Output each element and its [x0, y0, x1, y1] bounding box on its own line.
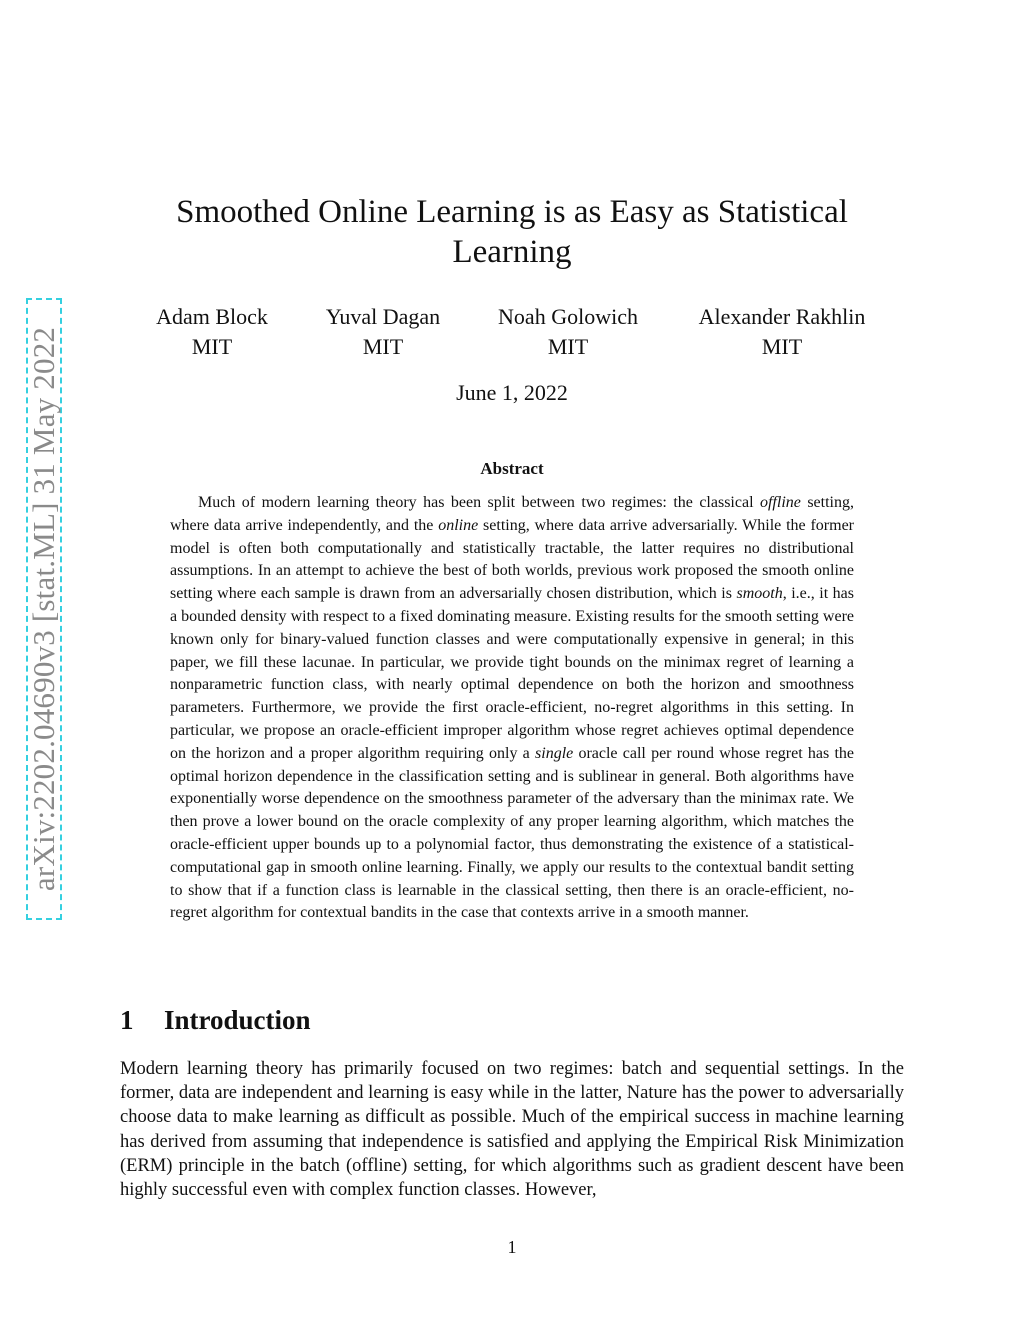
author-block-2: [326, 302, 440, 362]
abstract-emphasis: single: [535, 744, 574, 762]
author-block-1: [156, 302, 268, 362]
intro-paragraph: Modern learning theory has primarily focused on two regimes: batch and sequential settings. In the former, data are independent and learning is easy while in the latter, Nature has the power to adversarially choose data to make learning as difficult as possible. Much of the empirical success in machine learning has derived from assuming that independence is satisfied and applying the Empirical Risk Minimization (ERM) principle in the batch (offline) setting, for which algorithms such as gradient descent have been highly successful even with complex function classes. However,: [120, 1059, 904, 1201]
abstract-emphasis: smooth: [736, 585, 783, 603]
abstract-text: Much of modern learning theory has been split between two regimes: the classical: [198, 494, 760, 511]
paper-date: June 1, 2022: [456, 380, 568, 405]
author-name: Yuval Dagan: [325, 304, 441, 329]
author-affiliation: MIT: [362, 334, 404, 359]
abstract-body: [170, 492, 854, 925]
author-affiliation: MIT: [191, 334, 233, 359]
section-number: 1: [120, 1005, 134, 1035]
author-name: Alexander Rakhlin: [698, 304, 866, 329]
abstract-text: setting, where data arrive adversarially. While the former model is often both computationally and statistically tractable, the latter requires no distributional assumptions. In an attempt to achieve the best of both worlds, previous work proposed the smooth online setting where each sample is drawn from an adversarially chosen distribution, which is: [170, 516, 854, 603]
author-name: Noah Golowich: [498, 304, 638, 329]
author-block-4: [699, 302, 866, 362]
arxiv-identifier[interactable]: arXiv:2202.04690v3 [stat.ML] 31 May 2022: [26, 326, 61, 892]
author-block-3: [498, 302, 638, 362]
abstract-emphasis: online: [438, 516, 479, 534]
abstract-heading: Abstract: [480, 459, 544, 478]
author-list: [0, 302, 1024, 366]
abstract-text: setting, where data arrive independently, and the: [170, 494, 854, 534]
author-name: Adam Block: [156, 304, 268, 329]
abstract-emphasis: offline: [759, 494, 801, 511]
abstract-text: , i.e., it has a bounded density with respect to a fixed dominating measure. Existing results for the smooth setting were known only for binary-valued function classes and were computationally expensive in general; in this paper, we fill these lacunae. In particular, we provide tight bounds on the minimax regret of learning a nonparametric function class, with nearly optimal dependence on both the horizon and smoothness parameters. Furthermore, we provide the first oracle-efficient, no-regret algorithms in this setting. In particular, we propose an oracle-efficient improper algorithm whose regret achieves optimal dependence on the horizon and a proper algorithm requiring only a: [170, 585, 855, 762]
page-number: 1: [507, 1237, 517, 1257]
section-title: Introduction: [164, 1005, 311, 1035]
section-heading: [120, 1005, 311, 1036]
author-affiliation: MIT: [761, 334, 803, 359]
paper-title: Smoothed Online Learning is as Easy as Statistical Learning: [176, 194, 848, 270]
author-affiliation: MIT: [547, 334, 589, 359]
abstract-text: oracle call per round whose regret has the optimal horizon dependence in the classification setting and is sublinear in general. Both algorithms have exponentially worse dependence on the smoothness parameter of the adversary than the minimax rate. We then prove a lower bound on the oracle complexity of any proper learning algorithm, which matches the oracle-efficient upper bounds up to a polynomial factor, thus demonstrating the existence of a statistical-computational gap in smooth online learning. Finally, we apply our results to the contextual bandit setting to show that if a function class is learnable in the classical setting, then there is an oracle-efficient, no-regret algorithm for contextual bandits in the case that contexts arrive in a smooth manner.: [170, 744, 854, 922]
